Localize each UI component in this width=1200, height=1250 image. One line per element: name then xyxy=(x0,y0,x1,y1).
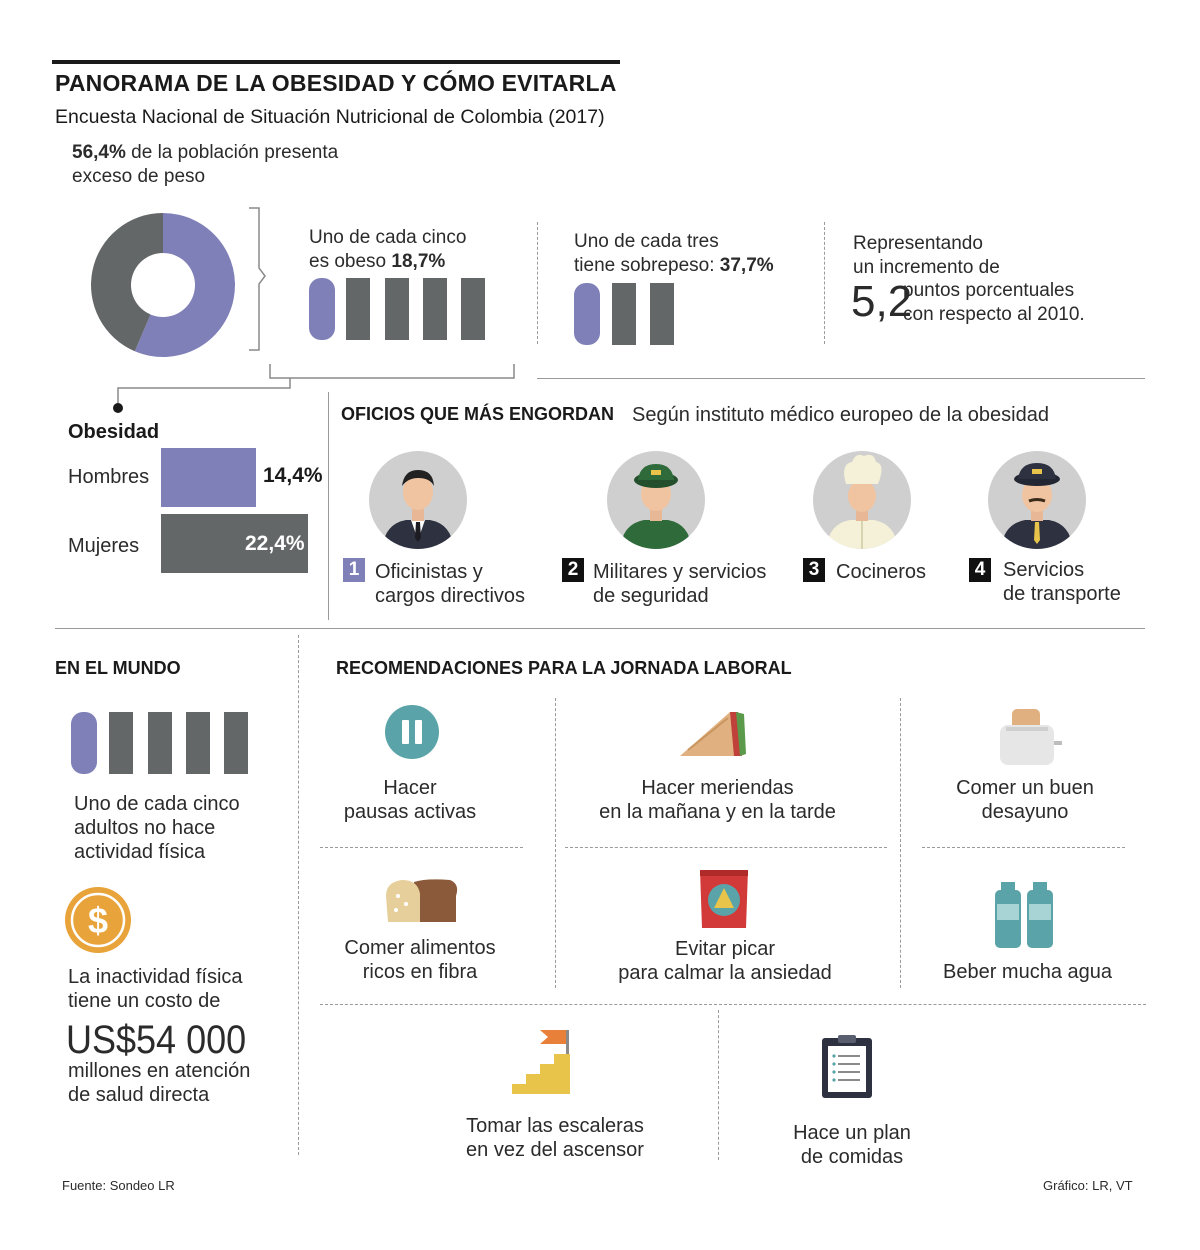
rec-5-line1: Evitar picar xyxy=(674,938,776,960)
increase-line2: un incremento de xyxy=(853,257,1000,278)
world-cost-line1: La inactividad física xyxy=(68,966,243,988)
snack-bag-icon xyxy=(698,866,750,932)
rec-3-line2: desayuno xyxy=(981,801,1069,823)
rec-5-label xyxy=(590,937,860,985)
world-ratio-line1: Uno de cada cinco xyxy=(74,793,240,815)
job-1-line1: Oficinistas y xyxy=(375,561,483,583)
page-title: PANORAMA DE LA OBESIDAD Y CÓMO EVITARLA xyxy=(55,70,617,96)
divider xyxy=(922,847,1125,848)
job-rank-3: 3 xyxy=(803,558,825,582)
rec-1-line2: pausas activas xyxy=(343,801,477,823)
rec-4-line1: Comer alimentos xyxy=(344,937,496,959)
ratio-person xyxy=(385,278,409,340)
rec-7-label xyxy=(435,1114,675,1162)
rec-7-line1: Tomar las escaleras xyxy=(466,1115,644,1137)
job-3-label: Cocineros xyxy=(836,561,927,583)
rec-4-label xyxy=(320,936,520,984)
job-rank-2: 2 xyxy=(562,558,584,582)
women-obesity-value: 22,4% xyxy=(245,532,305,555)
overweight-ratio-text xyxy=(574,230,824,278)
rec-5-line2: para calmar la ansiedad xyxy=(618,962,832,984)
rec-8-line1: Hace un plan xyxy=(793,1122,911,1144)
world-ratio-text xyxy=(74,792,294,864)
page-subtitle: Encuesta Nacional de Situación Nutricional de Colombia (2017) xyxy=(55,106,605,128)
rec-6-label: Beber mucha agua xyxy=(942,961,1112,983)
obese-ratio-line2: es obeso xyxy=(309,251,387,272)
ratio-person-highlight xyxy=(574,283,600,345)
pause-icon xyxy=(384,704,440,760)
world-cost-text-2 xyxy=(68,1059,298,1107)
job-rank-1: 1 xyxy=(343,558,365,582)
rec-4-line2: ricos en fibra xyxy=(362,961,478,983)
rec-3-label xyxy=(925,776,1125,824)
jobs-source: Según instituto médico europeo de la obesidad xyxy=(632,404,1049,426)
footer-credit: Gráfico: LR, VT xyxy=(1043,1178,1133,1193)
overweight-ratio-line1: Uno de cada tres xyxy=(574,231,719,252)
ratio-person xyxy=(224,712,248,774)
obese-ratio-pct: 18,7% xyxy=(391,251,446,272)
world-cost-line4: de salud directa xyxy=(68,1084,210,1106)
office-worker-icon xyxy=(368,450,468,550)
overweight-ratio-line2: tiene sobrepeso: xyxy=(574,255,715,276)
ratio-person xyxy=(650,283,674,345)
increase-text-2 xyxy=(903,279,1143,327)
men-obesity-value: 14,4% xyxy=(263,464,323,487)
rec-7-line2: en vez del ascensor xyxy=(466,1139,644,1161)
ratio-person-highlight xyxy=(309,278,335,340)
rec-8-line2: de comidas xyxy=(800,1146,904,1168)
bread-icon xyxy=(384,876,460,924)
men-label: Hombres xyxy=(68,466,150,488)
driver-icon xyxy=(987,450,1087,550)
divider xyxy=(900,698,901,988)
rec-2-line1: Hacer meriendas xyxy=(641,777,794,799)
rec-1-label xyxy=(310,776,510,824)
job-rank-4: 4 xyxy=(969,558,991,582)
ratio-person xyxy=(461,278,485,340)
divider xyxy=(537,222,538,344)
military-icon xyxy=(606,450,706,550)
divider xyxy=(55,628,1145,629)
job-1-line2: cargos directivos xyxy=(375,585,526,607)
overweight-statement xyxy=(72,141,412,189)
increase-line1: Representando xyxy=(853,233,983,254)
world-heading: EN EL MUNDO xyxy=(55,658,181,678)
divider xyxy=(298,635,299,1155)
job-2-line1: Militares y servicios xyxy=(593,561,767,583)
overweight-text-1: de la población presenta xyxy=(131,142,339,163)
stairs-flag-icon xyxy=(510,1028,584,1096)
divider xyxy=(537,378,1145,379)
job-4-line1: Servicios xyxy=(1003,559,1085,581)
men-obesity-bar xyxy=(161,448,256,507)
footer-source: Fuente: Sondeo LR xyxy=(62,1178,175,1193)
divider xyxy=(824,222,825,344)
women-label: Mujeres xyxy=(68,535,140,557)
rec-8-label xyxy=(752,1121,952,1169)
divider xyxy=(328,392,329,620)
obese-ratio-line1: Uno de cada cinco xyxy=(309,227,467,248)
divider xyxy=(555,698,556,988)
ratio-person xyxy=(346,278,370,340)
rec-3-line1: Comer un buen xyxy=(956,777,1094,799)
job-2-label xyxy=(593,560,813,608)
world-ratio-line3: actividad física xyxy=(74,841,206,863)
world-cost-line2: tiene un costo de xyxy=(68,990,221,1012)
divider xyxy=(718,1010,719,1160)
world-cost-line3: millones en atención xyxy=(68,1060,251,1082)
overweight-pct: 56,4% xyxy=(72,142,126,163)
ratio-person xyxy=(612,283,636,345)
water-bottles-icon xyxy=(993,880,1057,950)
world-cost-value: US$54 000 xyxy=(66,1018,247,1062)
toaster-icon xyxy=(996,707,1064,767)
sandwich-icon xyxy=(678,710,748,758)
bracket-connector xyxy=(245,206,275,356)
overweight-ratio-pct: 37,7% xyxy=(719,255,774,276)
job-4-line2: de transporte xyxy=(1003,583,1121,605)
obesity-heading: Obesidad xyxy=(68,421,160,443)
obese-ratio-text xyxy=(309,226,529,274)
increase-line3: puntos porcentuales xyxy=(903,280,1075,301)
increase-value: 5,2 xyxy=(851,277,913,326)
divider xyxy=(320,1004,1146,1005)
world-ratio-line2: adultos no hace xyxy=(74,817,216,839)
world-cost-text xyxy=(68,965,298,1013)
chef-icon xyxy=(812,450,912,550)
divider xyxy=(565,847,887,848)
ratio-person xyxy=(148,712,172,774)
dollar-coin-icon xyxy=(64,886,132,954)
clipboard-icon xyxy=(820,1034,874,1100)
header-rule xyxy=(52,60,620,64)
rec-2-line2: en la mañana y en la tarde xyxy=(599,801,836,823)
overweight-text-2: exceso de peso xyxy=(72,166,206,187)
job-2-line2: de seguridad xyxy=(593,585,709,607)
ratio-person xyxy=(109,712,133,774)
ratio-person xyxy=(186,712,210,774)
divider xyxy=(320,847,523,848)
job-1-label xyxy=(375,560,575,608)
rec-2-label xyxy=(575,776,860,824)
ratio-person-highlight xyxy=(71,712,97,774)
rec-1-line1: Hacer xyxy=(383,777,437,799)
svg-text:$: $ xyxy=(87,900,109,941)
job-4-label xyxy=(1003,558,1153,606)
overweight-donut-chart xyxy=(88,210,238,360)
increase-text xyxy=(853,232,1153,280)
jobs-heading: OFICIOS QUE MÁS ENGORDAN xyxy=(341,404,615,424)
recommendations-heading: RECOMENDACIONES PARA LA JORNADA LABORAL xyxy=(336,658,792,678)
ratio-person xyxy=(423,278,447,340)
increase-line4: con respecto al 2010. xyxy=(903,304,1085,325)
